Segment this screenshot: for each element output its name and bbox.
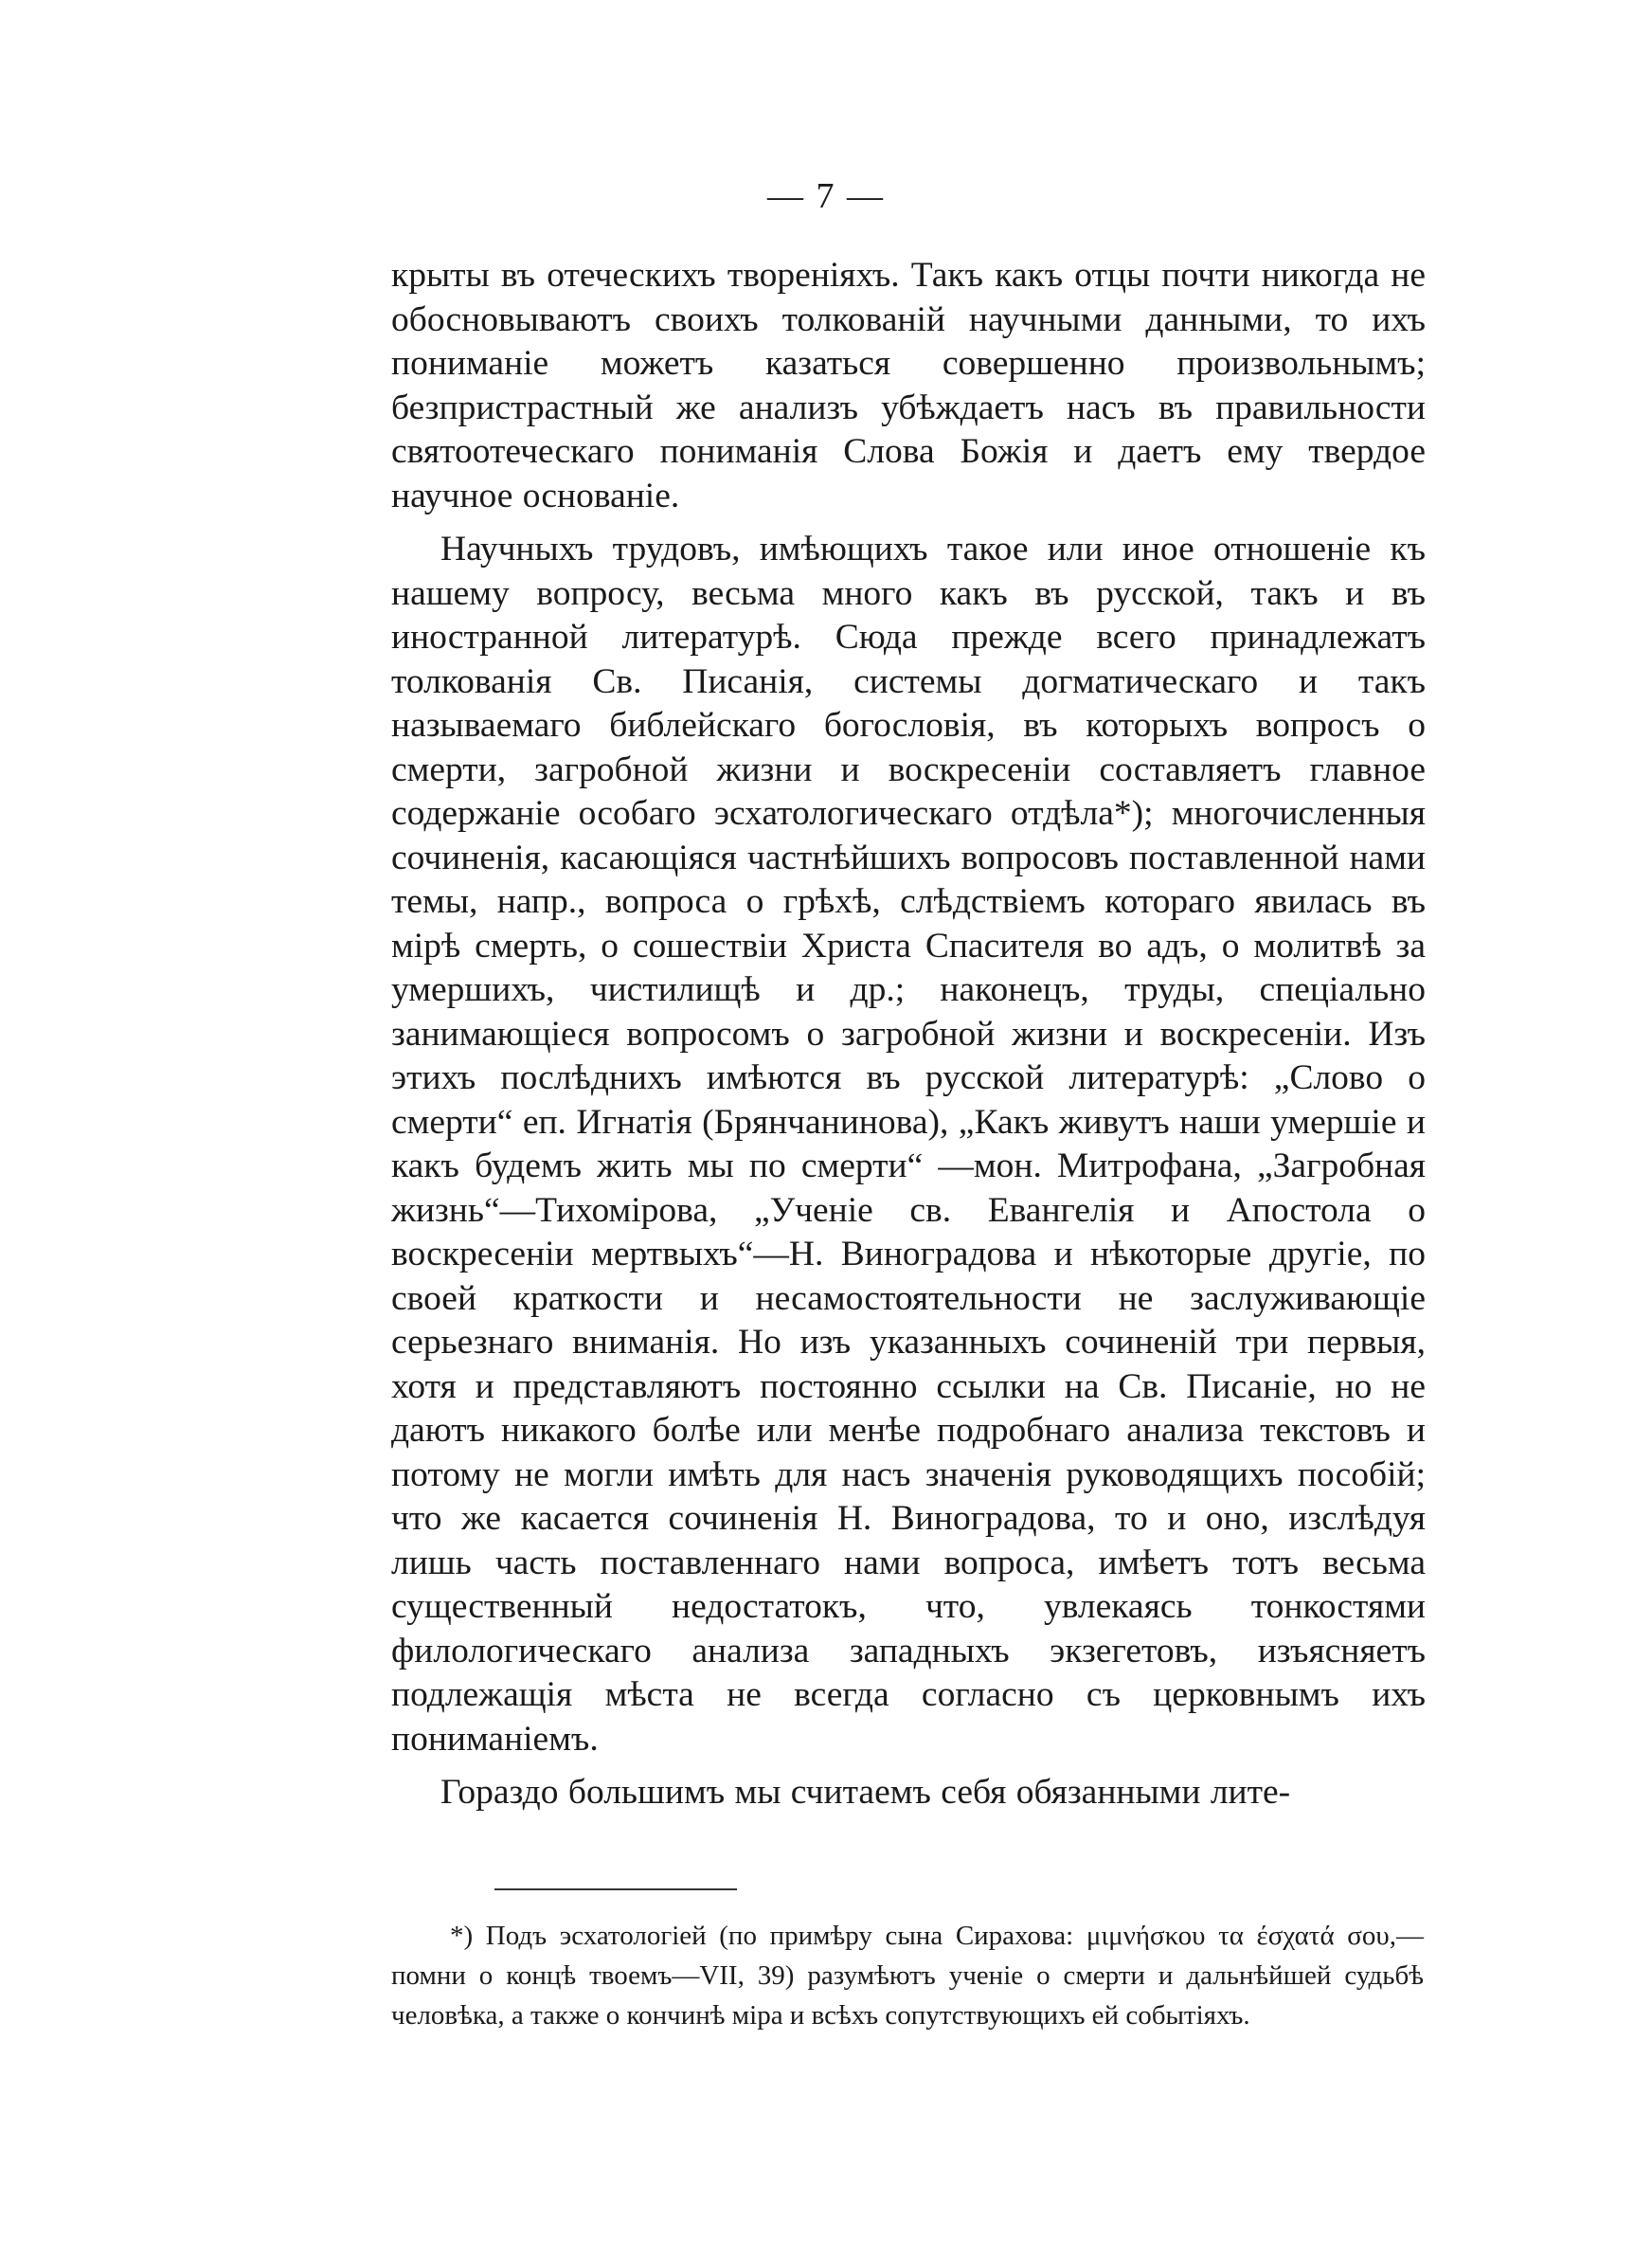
paragraph-final-line: Гораздо большимъ мы считаемъ себя обязанными лите-: [440, 1773, 1291, 1812]
paragraph-continuation: крыты въ отеческихъ твореніяхъ. Такъ какъ отцы почти никогда не обосновываютъ своихъ толкованій научными данными, то ихъ пониманіе можетъ казаться совершенно произвольнымъ; безпристрастный же анализъ убѣждаетъ насъ въ правильности святоотеческаго пониманія Слова Божія и даетъ ему твердое научное основаніе.: [391, 256, 1426, 515]
main-text: [391, 254, 1426, 1815]
paragraph-scholarly-works: Научныхъ трудовъ, имѣющихъ такое или иное отношеніе къ нашему вопросу, весьма много какъ въ русской, такъ и въ иностранной литературѣ. Сюда прежде всего принадлежатъ толкованія Св. Писанія, системы догматическаго и такъ называемаго библейскаго богословія, въ которыхъ вопросъ о смерти, загробной жизни и воскресеніи составляетъ главное содержаніе особаго эсхатологическаго отдѣла*); многочисленныя сочиненія, касающіяся частнѣйшихъ вопросовъ поставленной нами темы, напр., вопроса о грѣхѣ, слѣдствіемъ котораго явилась въ мірѣ смерть, о сошествіи Христа Спасителя во адъ, о молитвѣ за умершихъ, чистилищѣ и др.; наконецъ, труды, спеціально занимающіеся вопросомъ о загробной жизни и воскресеніи. Изъ этихъ послѣднихъ имѣются въ русской литературѣ: „Слово о смерти“ еп. Игнатія (Брянчанинова), „Какъ живутъ наши умершіе и какъ будемъ жить мы по смерти“ —мон. Митрофана, „Загробная жизнь“—Тихомірова, „Ученіе св. Евангелія и Апостола о воскресеніи мертвыхъ“—Н. Виноградова и нѣкоторые другіе, по своей краткости и несамостоятельности не заслуживающіе серьезнаго вниманія. Но изъ указанныхъ сочиненій три первыя, хотя и представляютъ постоянно ссылки на Св. Писаніе, но не даютъ никакого болѣе или менѣе подробнаго анализа текстовъ и потому не могли имѣть для насъ значенія руководящихъ пособій; что же касается сочиненія Н. Виноградова, то и оно, изслѣдуя лишь часть поставленнаго нами вопроса, имѣетъ тотъ весьма существенный недостатокъ, что, увлекаясь тонкостями филологическаго анализа западныхъ экзегетовъ, изъясняетъ подлежащія мѣста не всегда согласно съ церковнымъ ихъ пониманіемъ.: [391, 530, 1426, 1759]
page-number: — 7 —: [767, 176, 885, 216]
footnote-divider: [494, 1888, 737, 1890]
footnote: *) Подъ эсхатологіей (по примѣру сына Сирахова: μιμνήσκου τα έσχατά σου,—помни о концѣ твоемъ—VII, 39) разумѣютъ ученіе о смерти и дальнѣйшей судьбѣ человѣка, а также о кончинѣ міра и всѣхъ сопутствующихъ ей событіяхъ.: [391, 1921, 1424, 2031]
